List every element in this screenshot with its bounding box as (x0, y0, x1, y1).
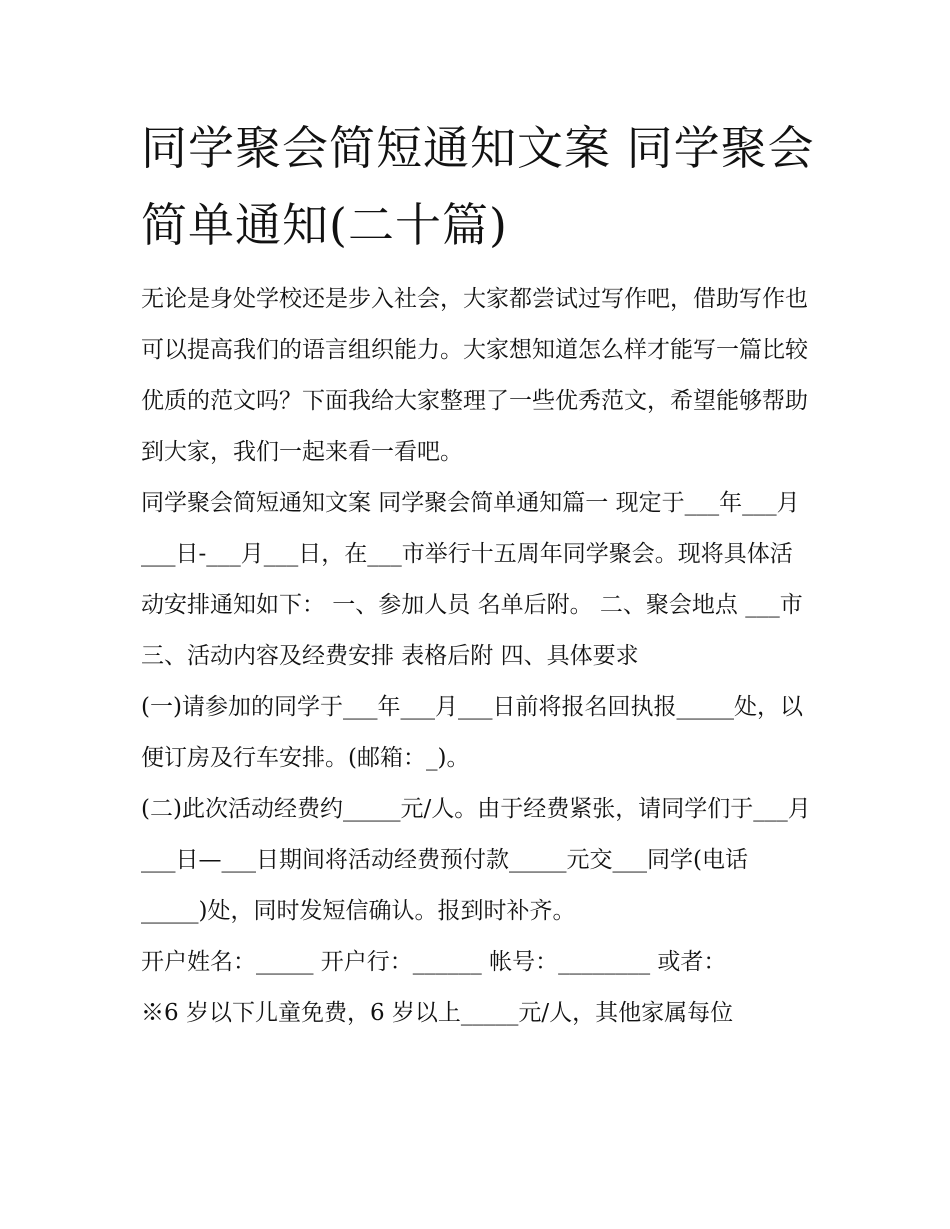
intro-paragraph: 无论是身处学校还是步入社会，大家都尝试过写作吧，借助写作也可以提高我们的语言组织能力。大家想知道怎么样才能写一篇比较优质的范文吗？下面我给大家整理了一些优秀范文，希望能够帮助到大家，我们一起来看一看吧。 (141, 286, 808, 465)
fee-note-paragraph: ※6 岁以下儿童免费，6 岁以上_____元/人，其他家属每位 (141, 1000, 734, 1026)
document-title: 同学聚会简短通知文案 同学聚会简单通知(二十篇) (141, 121, 815, 252)
requirement-1-paragraph: (一)请参加的同学于___年___月___日前将报名回执报_____处，以便订房及行车安排。(邮箱：_)。 (141, 694, 803, 771)
bank-info-paragraph: 开户姓名：_____ 开户行：______ 帐号：________ 或者： (141, 949, 727, 975)
requirement-2-paragraph: (二)此次活动经费约_____元/人。由于经费紧张，请同学们于___月___日—___日期间将活动经费预付款_____元交___同学(电话_____)处，同时发短信确认。报到时补齐。 (141, 796, 811, 924)
notice-paragraph: 同学聚会简短通知文案 同学聚会简单通知篇一 现定于___年___月___日-___月___日，在___市举行十五周年同学聚会。现将具体活动安排通知如下： 一、参加人员 名单后附。 二、聚会地点 ___市 三、活动内容及经费安排 表格后附 四、具体要求 (141, 490, 803, 669)
document-body (141, 274, 813, 1039)
